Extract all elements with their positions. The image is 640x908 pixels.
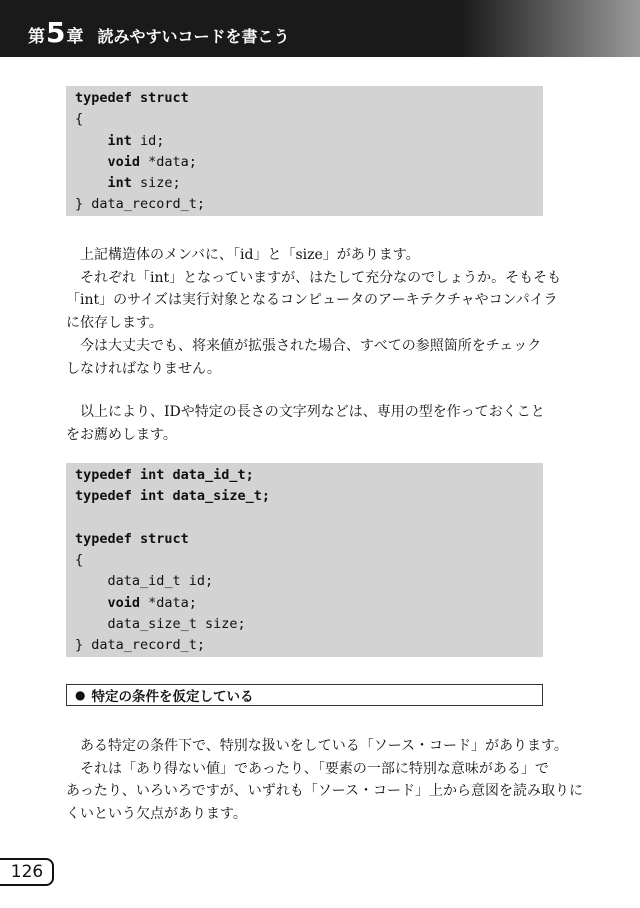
chapter-prefix: 第 (28, 27, 45, 47)
chapter-title: 読みやすいコードを書こう (97, 27, 290, 46)
code-keyword: void (107, 594, 141, 611)
code-text: } data_record_t; (75, 196, 206, 213)
code-indent (75, 175, 108, 191)
paragraph-continuation: くいという欠点があります。 (66, 806, 247, 823)
chapter-suffix: 章 (66, 27, 84, 47)
code-line: typedef struct (75, 530, 189, 547)
paragraph: それぞれ「int」となっていますが、はたして充分なのでしょうか。そもそも (80, 269, 562, 286)
paragraph-continuation: 「int」のサイズは実行対象となるコンピュータのアーキテクチャやコンパイラ (66, 292, 558, 309)
code-block-1 (66, 86, 543, 216)
body-paragraphs-2 (66, 401, 544, 446)
code-line: } data_record_t; (75, 637, 206, 654)
code-text: *data; (140, 594, 197, 611)
code-line (75, 194, 543, 215)
code-text: typedef struct (75, 90, 189, 106)
code-text: size; (131, 175, 181, 192)
code-keyword: int (107, 132, 132, 149)
code-line (75, 88, 543, 109)
code-text: id; (131, 132, 165, 149)
bullet-icon: ● (75, 688, 86, 702)
paragraph: 上記構造体のメンバに、「id」と「size」があります。 (80, 247, 420, 263)
code-indent (75, 154, 108, 170)
code-text: *data; (140, 153, 197, 170)
paragraph: 以上により、IDや特定の長さの文字列などは、専用の型を作っておくこと (80, 404, 545, 420)
code-line: { (75, 552, 84, 569)
code-line: data_id_t id; (75, 573, 214, 590)
paragraph: それは「あり得ない値」であったり、「要素の一部に特別な意味がある」で (80, 760, 549, 777)
paragraph-continuation: しなければなりません。 (66, 360, 221, 377)
body-paragraphs-1 (66, 244, 562, 380)
code-line (75, 152, 543, 173)
paragraph-continuation: をお薦めします。 (66, 426, 177, 443)
section-title: 特定の条件を仮定している (91, 689, 254, 705)
chapter-heading (28, 16, 290, 49)
code-line (75, 173, 543, 194)
paragraph: ある特定の条件下で、特別な扱いをしている「ソース・コード」があります。 (80, 738, 568, 754)
code-line: data_size_t size; (75, 616, 246, 633)
code-keyword: int (107, 175, 132, 192)
paragraph-continuation: あったり、いろいろですが、いずれも「ソース・コード」上から意図を読み取りに (66, 783, 584, 800)
body-paragraphs-3 (66, 735, 584, 826)
code-line: typedef int data_size_t; (75, 488, 271, 505)
code-keyword: void (107, 153, 141, 170)
section-heading (66, 684, 543, 706)
code-line (75, 109, 543, 130)
code-indent (75, 133, 108, 149)
paragraph: 今は大丈夫でも、将来値が拡張された場合、すべての参照箇所をチェック (80, 337, 542, 354)
code-text: { (75, 111, 84, 128)
code-line (75, 593, 543, 614)
code-indent (75, 595, 108, 611)
page-number: 126 (0, 858, 54, 886)
code-line (75, 131, 543, 152)
code-line: typedef int data_id_t; (75, 467, 254, 483)
paragraph-continuation: に依存します。 (66, 315, 163, 332)
code-line (75, 508, 543, 529)
chapter-number: 5 (46, 16, 66, 49)
chapter-header-bar (0, 0, 640, 57)
code-block-2 (66, 463, 543, 657)
